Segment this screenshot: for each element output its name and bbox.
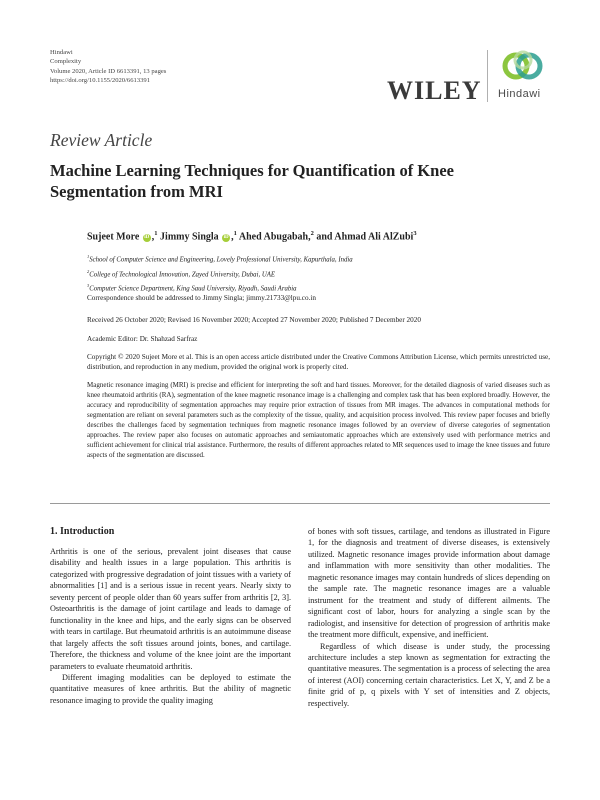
article-title: Machine Learning Techniques for Quantification of Knee Segmentation from MRI [50,161,454,201]
correspondence: Correspondence should be addressed to Jimmy Singla; jimmy.21733@lpu.co.in [87,294,316,302]
author-name[interactable]: Sujeet More [87,231,140,243]
paragraph: of bones with soft tissues, cartilage, and tendons as illustrated in Figure 1, for the diagnosis and treatment of diverse diseases, is extensively utilized. Magnetic resonance images provide information about damage and inflammation with more sensitivity than other modalities. The magnetic resonance images may contain hundreds of slices depending on the sample rate. The magnetic resonance images are a valuable instrument for the treatment and study of different ailments. The significant cost of labor, hours for analyzing a single scan by the radiologist, and insensitive for detection of progression of arthritis make the treatment more difficult, expensive, and inefficient. [308,527,550,640]
journal-name: Complexity [50,58,82,66]
abstract: Magnetic resonance imaging (MRI) is precise and efficient for interpreting the soft and hard tissues. Moreover, for the detailed diagnosis of varied diseases such as knee rheumatoid arthritis (RA), segmentation of the knee magnetic resonance image is a challenging and complex task that has been explored broadly. However, the accuracy and reproducibility of segmentation approaches may require prior extraction of tissues from MR images. The advances in computational methods for segmentation are reliant on several parameters such as the complexity of the tissue, quality, and acquisition process involved. This review paper focuses and briefly describes the challenges faced by segmentation techniques from magnetic resonance images followed by an overview of diverse categories of segmentation approaches. The review paper also focuses on automatic approaches and semiautomatic approaches which are extensively used with performance metrics and sufficient achievement for clinical trial assistance. Furthermore, the results of different approaches related to MR sequences used to image the knee tissues and future aspects of the segmentation are discussed. [87,381,550,459]
publication-dates: Received 26 October 2020; Revised 16 November 2020; Accepted 27 November 2020; Published 7 December 2020 [87,316,421,324]
article-meta [50,48,166,85]
affiliation-item: $^3$Computer Science Department, King Saud University, Riyadh, Saudi Arabia [87,283,297,293]
section-heading: 1. Introduction [50,526,115,537]
academic-editor: Academic Editor: Dr. Shahzad Sarfraz [87,335,198,343]
author-affil-sup: 3 [413,230,417,237]
body-column-left [50,546,291,706]
author-name[interactable]: Jimmy Singla [160,231,219,243]
article-type: Review Article [50,130,153,150]
author-affil-sup: 1 [233,230,237,237]
paragraph: Different imaging modalities can be deployed to estimate the quantitative measures of knee arthritis. But the ability of magnetic resonance imaging to provide the quality imaging [50,672,291,705]
hindawi-wordmark: Hindawi [498,88,541,100]
copyright-notice: Copyright © 2020 Sujeet More et al. This is an open access article distributed under the Creative Commons Attribution License, which permits unrestricted use, distribution, and reproduction in any medium, provided the original work is properly cited. [87,353,550,371]
author-name[interactable]: Ahed Abugabah [238,231,309,243]
doi-link[interactable]: https://doi.org/10.1155/2020/6613391 [50,76,151,84]
orcid-icon[interactable]: iD [223,235,229,241]
body-column-right [308,526,550,709]
publisher-line: Hindawi [50,49,73,56]
paragraph: Arthritis is one of the serious, prevalent joint diseases that cause disability and health issues in a large population. This arthritis is categorized with progressive degradation of joint tissues with a variety of abnormalities [1] and is a serious issue in recent years. Nearly sixty to seventy percent of people older than 60 years suffer from arthritis [2, 3]. Osteoarthritis is the damage of joint cartilage and leads to damage of functionality in the knee and hips, and the early signs can be observed with tears in cartilage. But rheumatoid arthritis is an autoimmune disease that largely affects the soft tissues around joints, bones, and cartilage. Therefore, the thickness and volume of the knee joint are the important parameters to evaluate rheumatoid arthritis. [50,547,291,671]
paragraph: Regardless of which disease is under study, the processing architecture includes a step known as segmentation for extracting the quantitative measures. The segmentation is a process of selecting the area of interest (AOI) concerning certain characteristics. Let X, Y, and Z be a finite grid of p, q pixels with Y set of intensities and Z objects, respectively. [308,641,550,708]
wiley-logo: WILEY [387,76,482,105]
orcid-icon[interactable]: iD [144,235,150,241]
affiliations [87,251,353,295]
logo-divider [487,50,488,102]
hindawi-logo-icon [496,46,552,94]
section-divider [50,503,550,504]
author-name[interactable]: Ahmad Ali AlZubi [334,231,414,243]
author-affil-sup: 1 [154,230,158,237]
volume-info: Volume 2020, Article ID 6613391, 13 pages [50,67,167,75]
affiliation-item: $^1$School of Computer Science and Engineering, Lovely Professional University, Kapurthala, India [87,254,353,264]
author-affil-sup: 2 [310,230,314,237]
author-list: Sujeet More iD ,$^1$ Jimmy Singla iD ,$^1$ Ahed Abugabah,$^2$ and Ahmad Ali AlZubi$^3$ [87,230,417,243]
affiliation-item: $^2$College of Technological Innovation, Zayed University, Dubai, UAE [87,268,276,278]
